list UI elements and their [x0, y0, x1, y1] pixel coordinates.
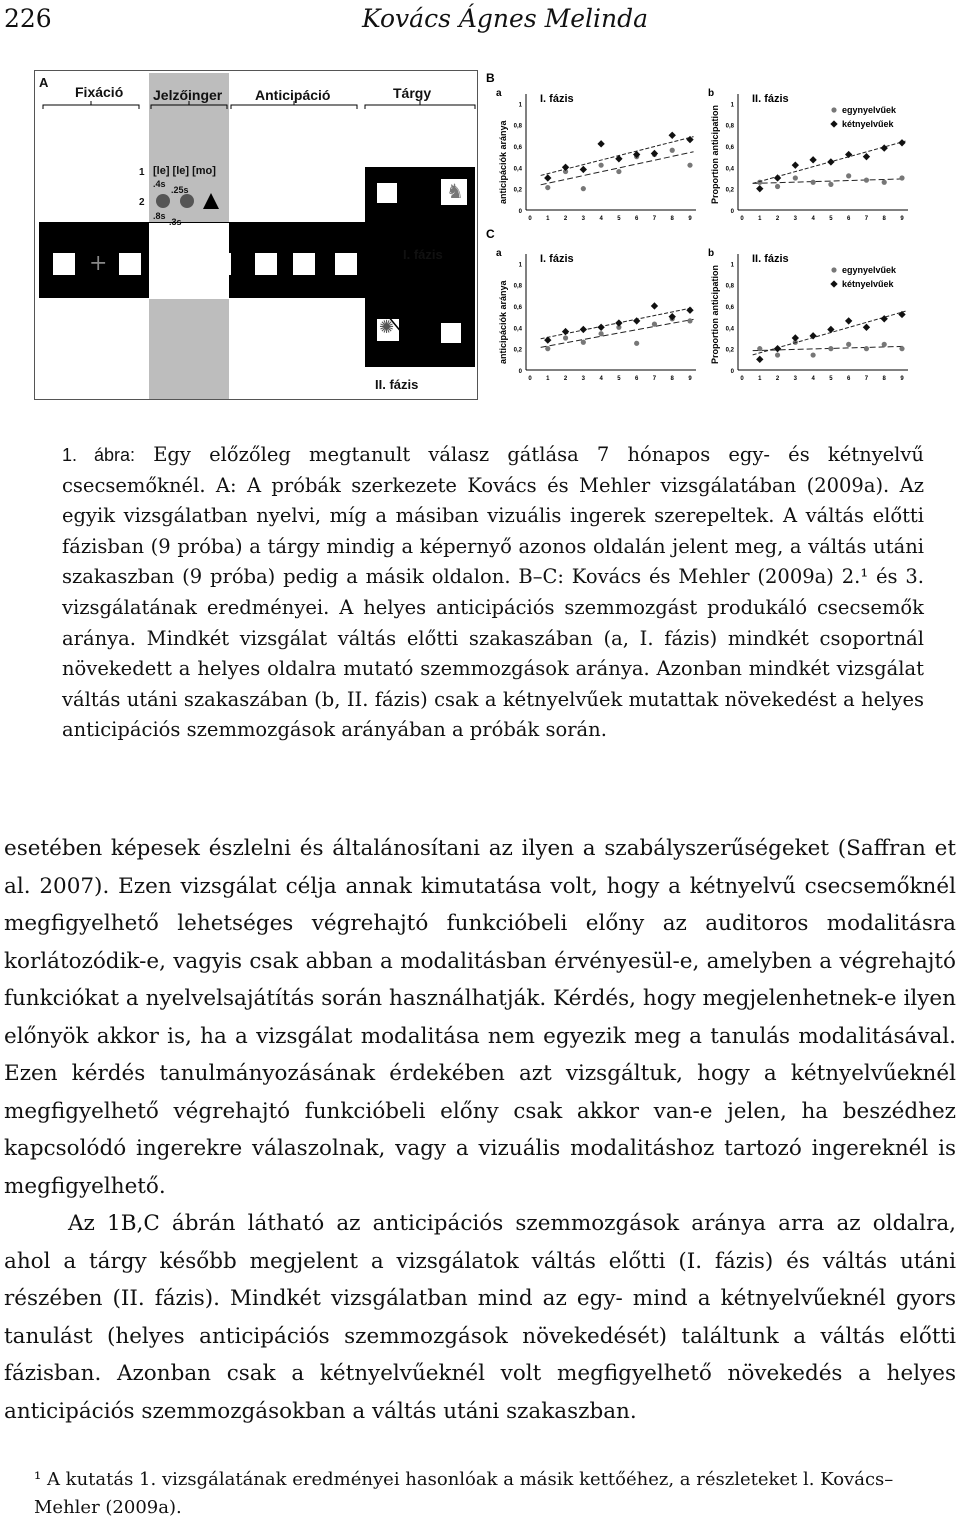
x-tick-label: 9: [688, 216, 692, 222]
data-point-monolingual: [882, 180, 887, 185]
toy-object-icon: ♞: [446, 179, 464, 203]
data-point-monolingual: [687, 163, 692, 168]
x-tick-label: 7: [864, 376, 869, 382]
legend-marker-monolingual: [831, 107, 836, 112]
y-tick-label: 0: [518, 209, 522, 215]
x-tick-label: 9: [900, 216, 904, 222]
data-point-bilingual: [863, 153, 870, 160]
y-tick-label: 0,4: [513, 326, 522, 333]
x-tick-label: 2: [775, 376, 780, 382]
y-tick-label: 0,6: [513, 304, 522, 311]
data-point-bilingual: [774, 174, 781, 181]
y-axis-label: Proportion anticipation: [710, 105, 720, 204]
x-tick-label: 5: [829, 376, 833, 382]
x-tick-label: 8: [882, 376, 886, 382]
legend-bilingual: kétnyelvűek: [842, 119, 894, 129]
timing-1a: .4s: [153, 179, 166, 189]
col-object: Tárgy: [393, 85, 432, 101]
legend-marker-monolingual: [831, 267, 836, 272]
subpanel-letter: b: [708, 88, 715, 99]
data-point-monolingual: [545, 185, 550, 190]
paragraph-2: Az 1B,C ábrán látható az anticipációs szemmozgások aránya arra az oldalra, ahol a tárgy később megjelent a vizsgálatok váltás előtti (I. fázis) és váltás utáni részében (II. fázis). Mindkét vizsgálatban mind az egy- mind a kétnyelvűeknél gyors tanulást (helyes anticipációs szemmozgások növekedését) találtunk a váltás előtti fázisban. Azonban csak a kétnyelvűeknél volt megfigyelhető növekedés a helyes anticipációs szemmozgásokban a váltás utáni szakaszban.: [4, 1211, 956, 1424]
x-tick-label: 4: [599, 216, 603, 222]
x-tick-label: 5: [829, 216, 833, 222]
data-point-bilingual: [597, 140, 604, 147]
x-tick-label: 1: [758, 376, 762, 382]
data-point-monolingual: [846, 173, 851, 178]
data-point-bilingual: [597, 324, 604, 331]
data-point-monolingual: [652, 322, 657, 327]
x-tick-label: 1: [546, 216, 550, 222]
y-tick-label: 0,6: [725, 304, 734, 311]
x-tick-label: 3: [581, 216, 586, 222]
panel-c-letter: C: [486, 227, 495, 241]
y-axis-label: anticipációk aránya: [498, 120, 508, 204]
data-point-monolingual: [599, 331, 604, 336]
x-tick-label: 3: [581, 376, 586, 382]
data-point-monolingual: [634, 341, 639, 346]
figure-caption: [62, 440, 924, 746]
running-title: Kovács Ágnes Melinda: [362, 4, 648, 33]
y-tick-label: 0,4: [725, 166, 734, 173]
data-point-bilingual: [827, 158, 834, 165]
body-text: [4, 830, 956, 1430]
data-point-monolingual: [811, 352, 816, 357]
data-point-monolingual: [757, 346, 762, 351]
data-point-monolingual: [563, 335, 568, 340]
x-tick-label: 7: [652, 376, 657, 382]
y-tick-label: 1: [730, 262, 734, 269]
data-point-monolingual: [811, 180, 816, 185]
toy-object-icon-2: ✺: [379, 317, 395, 338]
x-tick-label: 1: [546, 376, 550, 382]
phase-2-label: II. fázis: [375, 377, 419, 392]
data-point-monolingual: [581, 186, 586, 191]
fixation-cross-icon: +: [89, 251, 108, 276]
data-point-monolingual: [828, 346, 833, 351]
panel-a-trial-structure: [34, 70, 478, 400]
data-point-monolingual: [864, 346, 869, 351]
y-tick-label: 0,2: [725, 187, 734, 194]
x-tick-label: 8: [882, 216, 886, 222]
data-point-bilingual: [809, 156, 816, 163]
legend-monolingual: egynyelvűek: [842, 105, 897, 115]
legend-marker-bilingual: [830, 280, 837, 287]
data-point-bilingual: [651, 150, 658, 157]
y-tick-label: 0,8: [725, 123, 734, 130]
data-point-monolingual: [882, 342, 887, 347]
row-1-label: 1: [139, 167, 145, 178]
y-axis-label: Proportion anticipation: [710, 265, 720, 364]
data-point-bilingual: [845, 317, 852, 324]
data-point-monolingual: [545, 346, 550, 351]
legend-monolingual: egynyelvűek: [842, 265, 897, 275]
x-tick-label: 6: [634, 216, 639, 222]
x-tick-label: 2: [563, 376, 568, 382]
x-tick-label: 0: [528, 216, 532, 222]
page-header: [4, 4, 956, 34]
x-tick-label: 2: [775, 216, 780, 222]
y-tick-label: 0,4: [513, 166, 522, 173]
x-tick-label: 3: [793, 216, 798, 222]
panel-b-letter: B: [486, 71, 495, 85]
data-point-bilingual: [792, 334, 799, 341]
x-tick-label: 6: [846, 216, 851, 222]
data-point-bilingual: [615, 319, 622, 326]
subpanel-letter: a: [496, 88, 502, 99]
data-point-bilingual: [580, 326, 587, 333]
timing-2a: .8s: [153, 211, 166, 221]
subpanel-title: I. fázis: [540, 93, 574, 105]
panel-a-letter: A: [39, 75, 49, 90]
data-point-bilingual: [756, 356, 763, 363]
data-point-bilingual: [898, 139, 905, 146]
x-tick-label: 8: [670, 376, 674, 382]
x-tick-label: 0: [528, 376, 532, 382]
x-tick-label: 5: [617, 216, 621, 222]
y-tick-label: 1: [730, 102, 734, 109]
x-tick-label: 3: [793, 376, 798, 382]
legend-bilingual: kétnyelvűek: [842, 279, 894, 289]
figure-1: [34, 70, 924, 402]
x-tick-label: 7: [864, 216, 869, 222]
page-number: 226: [4, 4, 52, 33]
x-tick-label: 7: [652, 216, 657, 222]
data-point-bilingual: [633, 317, 640, 324]
data-point-bilingual: [686, 307, 693, 314]
data-point-monolingual: [846, 342, 851, 347]
y-tick-label: 1: [518, 102, 522, 109]
y-axis-label: anticipációk aránya: [498, 280, 508, 364]
subpanel-letter: b: [708, 248, 715, 259]
y-tick-label: 0: [730, 369, 734, 375]
y-tick-label: 0,2: [513, 187, 522, 194]
subpanel-title: II. fázis: [752, 93, 789, 105]
y-tick-label: 0,4: [725, 326, 734, 333]
data-point-monolingual: [581, 340, 586, 345]
subpanel-title: II. fázis: [752, 253, 789, 265]
data-point-monolingual: [599, 163, 604, 168]
trend-line: [541, 137, 694, 176]
data-point-monolingual: [775, 184, 780, 189]
data-point-monolingual: [828, 182, 833, 187]
y-tick-label: 0,6: [513, 144, 522, 151]
y-tick-label: 0,8: [725, 283, 734, 290]
x-tick-label: 1: [758, 216, 762, 222]
x-tick-label: 4: [811, 216, 815, 222]
data-point-bilingual: [580, 166, 587, 173]
data-point-bilingual: [544, 174, 551, 181]
row-2-label: 2: [139, 197, 145, 208]
data-point-monolingual: [864, 178, 869, 183]
paragraph-1: esetében képesek észlelni és általánosítani az ilyen a szabályszerűségeket (Saffran et al. 2007). Ezen vizsgálat célja annak kimutatása volt, hogy a kétnyelvű csecsemőknél megfigyelhető lehetséges végrehajtó funkcióbeli előny az auditoros modalitásra korlátozódik-e, vagyis csak abban a modalitásban érvényesül-e, amelyben a végrehajtó funkciókat a nyelvelsajátítás során használhatják. Kérdés, hogy megjelenhetnek-e ilyen előnyök akkor is, ha a vizsgálat modalitása nem egyezik meg a tanulás modalitásával. Ezen kérdés tanulmányozásának érdekében azt vizsgáltuk, hogy a kétnyelvűeknél megfigyelhető végrehajtó funkcióbeli előny csak akkor van-e jelen, ha beszédhez kapcsolódó ingerekre válaszolnak, vagy a vizuális modalitáshoz tartozó ingereknél is megfigyelhető.: [4, 836, 956, 1199]
timing-1b: .25s: [171, 185, 189, 195]
syllables: [le] [le] [mo]: [153, 165, 216, 177]
x-tick-label: 5: [617, 376, 621, 382]
data-point-monolingual: [793, 175, 798, 180]
footnote: ¹ A kutatás 1. vizsgálatának eredményei hasonlóak a másik kettőéhez, a részleteket l. Kovács–Mehler (2009a).: [34, 1469, 894, 1518]
y-tick-label: 0: [518, 369, 522, 375]
data-point-bilingual: [756, 185, 763, 192]
data-point-bilingual: [544, 336, 551, 343]
data-point-monolingual: [899, 175, 904, 180]
y-tick-label: 0,6: [725, 144, 734, 151]
x-tick-label: 9: [900, 376, 904, 382]
data-point-bilingual: [827, 326, 834, 333]
data-point-monolingual: [616, 169, 621, 174]
x-tick-label: 0: [740, 216, 744, 222]
timing-2b: .3s: [169, 217, 182, 227]
col-cue: Jelzőinger: [153, 87, 223, 103]
y-tick-label: 0,8: [513, 283, 522, 290]
data-point-bilingual: [774, 345, 781, 352]
y-tick-label: 1: [518, 262, 522, 269]
col-anticipation: Anticipáció: [255, 87, 331, 103]
x-tick-label: 9: [688, 376, 692, 382]
data-point-monolingual: [670, 148, 675, 153]
x-tick-label: 4: [811, 376, 815, 382]
data-point-bilingual: [881, 144, 888, 151]
data-point-monolingual: [687, 318, 692, 323]
x-tick-label: 0: [740, 376, 744, 382]
data-point-bilingual: [669, 132, 676, 139]
data-point-bilingual: [651, 302, 658, 309]
y-tick-label: 0: [730, 209, 734, 215]
legend-marker-bilingual: [830, 120, 837, 127]
caption-text: Egy előzőleg megtanult válasz gátlása 7 hónapos egy- és kétnyelvű csecsemőknél. A: A próbák szerkezete Kovács és Mehler vizsgálatában (2009a). Az egyik vizsgálatban nyelvi, míg a másiban vizuális ingerek szerepeltek. A váltás előtti fázisban (9 próba) a tárgy mindig a képernyő azonos oldalán jelent meg, a váltás utáni szakaszban (9 próba) pedig a másik oldalon. B–C: Kovács és Mehler (2009a) 2.¹ és 3. vizsgálatának eredményei. A helyes anticipációs szemmozgást produkáló csecsemők aránya. Mindkét vizsgálat váltás előtti szakaszában (a, I. fázis) mindkét csoportnál növekedett a helyes oldalra mutató szemmozgások aránya. Azonban mindkét vizsgálat váltás utáni szakaszában (b, II. fázis) csak a kétnyelvűek mutattak növekedést a helyes anticipációs szemmozgások arányában a próbák során.: [62, 443, 924, 742]
x-tick-label: 2: [563, 216, 568, 222]
data-point-bilingual: [863, 324, 870, 331]
x-tick-label: 6: [846, 376, 851, 382]
subpanel-title: I. fázis: [540, 253, 574, 265]
data-point-bilingual: [562, 328, 569, 335]
data-point-bilingual: [562, 164, 569, 171]
caption-label: 1. ábra:: [62, 445, 136, 465]
x-tick-label: 6: [634, 376, 639, 382]
y-tick-label: 0,8: [513, 123, 522, 130]
results-charts: [486, 70, 924, 402]
data-point-monolingual: [775, 352, 780, 357]
x-tick-label: 8: [670, 216, 674, 222]
phase-1-label: I. fázis: [403, 247, 443, 262]
col-fixation: Fixáció: [75, 84, 124, 100]
y-tick-label: 0,2: [725, 347, 734, 354]
arrows: [35, 71, 478, 400]
data-point-bilingual: [669, 313, 676, 320]
x-tick-label: 4: [599, 376, 603, 382]
data-point-monolingual: [899, 346, 904, 351]
data-point-bilingual: [792, 162, 799, 169]
y-tick-label: 0,2: [513, 347, 522, 354]
subpanel-letter: a: [496, 248, 502, 259]
